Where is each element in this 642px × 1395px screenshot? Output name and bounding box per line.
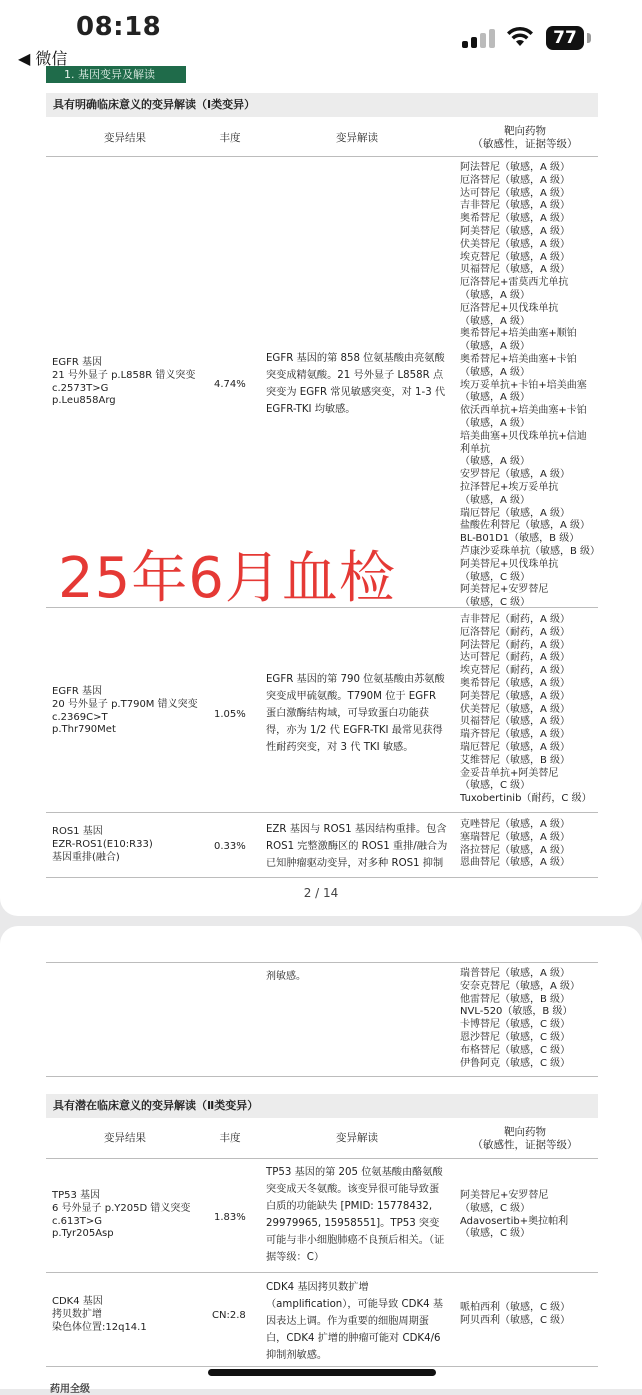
gene-name: EGFR 基因 xyxy=(52,357,102,368)
gene-name: TP53 基因 xyxy=(52,1190,101,1201)
variant-protein: p.Tyr205Asp xyxy=(52,1228,114,1240)
drug-item: 芦康沙妥珠单抗（敏感，B 级） xyxy=(460,545,601,557)
status-time: 08:18 xyxy=(76,12,162,42)
drug-item: 洛拉替尼（敏感，A 级） xyxy=(460,844,571,856)
drug-item: 他雷替尼（敏感，B 级） xyxy=(460,993,571,1005)
battery-icon: 77 xyxy=(546,26,584,50)
document-page-1 xyxy=(0,44,642,916)
drug-item: 瑞厄替尼（敏感，A 级） xyxy=(460,507,571,519)
gene-name: CDK4 基因 xyxy=(52,1296,103,1307)
drug-item: （敏感，C 级） xyxy=(460,1228,531,1240)
drug-item: 卡博替尼（敏感，C 级） xyxy=(460,1019,571,1031)
variant-cell xyxy=(52,826,153,864)
variant-location: 染色体位置:12q14.1 xyxy=(52,1321,147,1333)
variant-protein: p.Leu858Arg xyxy=(52,395,116,407)
drug-item: 阿美替尼+安罗替尼 xyxy=(460,1190,549,1201)
drug-item: 吉非替尼（敏感，A 级） xyxy=(460,200,571,212)
variant-desc: 6 号外显子 p.Y205D 错义突变 xyxy=(52,1202,191,1214)
drug-item: Adavosertib+奥拉帕利 xyxy=(460,1215,569,1227)
gene-name: EGFR 基因 xyxy=(52,686,102,697)
abundance-cell: 1.83% xyxy=(214,1212,246,1223)
drug-item: 阿美替尼+贝伐珠单抗 xyxy=(460,558,559,570)
variant-desc: 21 号外显子 p.L858R 错义突变 xyxy=(52,369,196,381)
drug-item: 达可替尼（敏感，A 级） xyxy=(460,187,571,199)
drug-item: 达可替尼（耐药，A 级） xyxy=(460,652,571,664)
variant-protein: p.Thr790Met xyxy=(52,724,116,736)
drug-item: BL-B01D1（敏感，B 级） xyxy=(460,533,580,545)
divider xyxy=(46,1272,598,1273)
status-bar xyxy=(0,0,642,48)
drug-item: 培美曲塞+贝伐珠单抗+信迪 xyxy=(460,430,587,442)
header-drug: 靶向药物 xyxy=(504,125,546,137)
back-to-wechat-button[interactable]: ◀ 微信 xyxy=(18,49,68,68)
drug-list xyxy=(460,819,570,870)
drug-list xyxy=(460,1190,568,1241)
wifi-icon xyxy=(505,26,535,48)
drug-item: 阿美替尼（敏感，A 级） xyxy=(460,690,571,702)
drug-item: 伏美替尼（敏感，A 级） xyxy=(460,238,571,250)
drug-item: 恩曲替尼（敏感，A 级） xyxy=(460,857,571,869)
header-interpretation: 变异解读 xyxy=(336,132,378,144)
drug-item: 利单抗 xyxy=(460,443,490,455)
drug-list xyxy=(460,162,600,610)
divider xyxy=(46,1158,598,1159)
divider xyxy=(46,812,598,813)
drug-item: （敏感，A 级） xyxy=(460,289,531,301)
handwritten-annotation: 25年6月血检 xyxy=(58,546,396,611)
drug-item: 奥希替尼（敏感，A 级） xyxy=(460,213,571,225)
drug-item: （敏感，C 级） xyxy=(460,597,531,609)
drug-item: 奥希替尼+培美曲塞+卡铂 xyxy=(460,353,577,365)
drug-item: （敏感，A 级） xyxy=(460,341,531,353)
header-drug-sub: （敏感性，证据等级） xyxy=(472,1139,578,1151)
cellular-signal-icon xyxy=(462,28,496,48)
page-indicator: 2 / 14 xyxy=(303,886,339,900)
divider xyxy=(46,1366,598,1367)
variant-cell xyxy=(52,686,198,737)
drug-item: （敏感，C 级） xyxy=(460,571,531,583)
interpretation-cell: EGFR 基因的第 790 位氨基酸由苏氨酸突变成甲硫氨酸。T790M 位于 EGFR 蛋白激酶结构域，可导致蛋白功能获得，亦为 1/2 代 EGFR-TKI 最常见获得性耐药突变，对 3 代 TKI 敏感。 xyxy=(266,674,445,753)
drug-item: 埃万妥单抗+卡铂+培美曲塞 xyxy=(460,379,587,391)
drug-item: 厄洛替尼（耐药，A 级） xyxy=(460,626,571,638)
class1-caption: 具有明确临床意义的变异解读（Ⅰ类变异） xyxy=(46,93,598,117)
variant-type: 基因重排(融合) xyxy=(52,851,120,863)
interpretation-cell: TP53 基因的第 205 位氨基酸由酪氨酸突变成天冬氨酸。该变异很可能导致蛋白质的功能缺失 [PMID: 15778432, 29979965, 15958551]。TP53 突变可能与非小细胞肺癌不良预后相关。（证据等级：C） xyxy=(266,1167,445,1263)
variant-cell xyxy=(52,1190,190,1241)
battery-cap xyxy=(587,33,591,43)
drug-item: 贝福替尼（敏感，A 级） xyxy=(460,716,571,728)
drug-item: 厄洛替尼（敏感，A 级） xyxy=(460,174,571,186)
interpretation-cell: CDK4 基因拷贝数扩增（amplification），可能导致 CDK4 基因表达上调。作为重要的细胞周期蛋白，CDK4 扩增的肿瘤可能对 CDK4/6 抑制剂敏感。 xyxy=(266,1282,444,1361)
drug-item: 厄洛替尼+雷莫西尤单抗 xyxy=(460,277,569,289)
drug-list xyxy=(460,968,580,1070)
drug-item: 阿美替尼+安罗替尼 xyxy=(460,584,549,596)
drug-item: 贝福替尼（敏感，A 级） xyxy=(460,264,571,276)
drug-item: 依沃西单抗+培美曲塞+卡铂 xyxy=(460,405,587,417)
interpretation-cell: 剂敏感。 xyxy=(266,971,306,982)
abundance-cell: 4.74% xyxy=(214,379,246,390)
drug-list xyxy=(460,614,592,806)
drug-item: 阿法替尼（耐药，A 级） xyxy=(460,639,571,651)
next-section-partial: 药用全级 xyxy=(50,1384,90,1395)
variant-desc: 20 号外显子 p.T790M 错义突变 xyxy=(52,698,198,710)
drug-item: 阿美替尼（敏感，A 级） xyxy=(460,225,571,237)
drug-item: 伏美替尼（敏感，A 级） xyxy=(460,703,571,715)
drug-item: （敏感，C 级） xyxy=(460,780,531,792)
header-variant: 变异结果 xyxy=(104,132,146,144)
drug-item: （敏感，A 级） xyxy=(460,392,531,404)
drug-item: 阿法替尼（敏感，A 级） xyxy=(460,162,571,173)
variant-desc: 拷贝数扩增 xyxy=(52,1308,102,1320)
home-indicator[interactable] xyxy=(208,1369,436,1376)
drug-item: 艾维替尼（敏感，B 级） xyxy=(460,754,571,766)
variant-cell xyxy=(52,357,195,408)
drug-item: 恩沙替尼（敏感，C 级） xyxy=(460,1031,571,1043)
drug-item: 埃克替尼（敏感，A 级） xyxy=(460,251,571,263)
drug-item: 塞瑞替尼（敏感，A 级） xyxy=(460,831,571,843)
divider xyxy=(46,877,598,878)
drug-item: 伊鲁阿克（敏感，C 级） xyxy=(460,1057,571,1069)
interpretation-cell: EZR 基因与 ROS1 基因结构重排。包含 ROS1 完整激酶区的 ROS1 重排/融合为已知肿瘤驱动变异，对多种 ROS1 抑制 xyxy=(266,824,448,869)
variant-cdna: c.2573T>G xyxy=(52,382,109,394)
class2-caption: 具有潜在临床意义的变异解读（Ⅱ类变异） xyxy=(46,1094,598,1118)
abundance-cell: 1.05% xyxy=(214,709,246,720)
abundance-cell: CN:2.8 xyxy=(212,1310,246,1321)
variant-cell xyxy=(52,1296,147,1334)
drug-item: NVL-520（敏感，B 级） xyxy=(460,1006,573,1018)
drug-item: Tuxobertinib（耐药，C 级） xyxy=(460,793,592,805)
drug-item: 厄洛替尼+贝伐珠单抗 xyxy=(460,302,559,314)
interpretation-cell: EGFR 基因的第 858 位氨基酸由亮氨酸突变成精氨酸。21 号外显子 L858R 点突变为 EGFR 常见敏感突变，对 1-3 代 EGFR-TKI 均敏感。 xyxy=(266,353,446,415)
drug-item: （敏感，A 级） xyxy=(460,366,531,378)
drug-item: 奥希替尼+培美曲塞+顺铂 xyxy=(460,328,577,340)
drug-item: （敏感，C 级） xyxy=(460,1202,531,1214)
drug-item: 盐酸佐利替尼（敏感，A 级） xyxy=(460,520,591,532)
header-drug-sub: （敏感性，证据等级） xyxy=(472,138,578,150)
drug-item: 哌柏西利（敏感，C 级） xyxy=(460,1302,571,1313)
drug-item: 金妥昔单抗+阿美替尼 xyxy=(460,767,559,779)
drug-item: 瑞齐替尼（敏感，A 级） xyxy=(460,729,571,741)
gene-name: ROS1 基因 xyxy=(52,826,103,837)
drug-item: 瑞普替尼（敏感，A 级） xyxy=(460,968,571,979)
divider xyxy=(46,1076,598,1077)
drug-item: （敏感，A 级） xyxy=(460,315,531,327)
drug-item: 阿贝西利（敏感，C 级） xyxy=(460,1314,571,1326)
drug-item: 瑞厄替尼（敏感，A 级） xyxy=(460,741,571,753)
drug-item: （敏感，A 级） xyxy=(460,417,531,429)
variant-cdna: c.613T>G xyxy=(52,1215,102,1227)
header-abundance: 丰度 xyxy=(219,1132,241,1144)
drug-item: 克唑替尼（敏感，A 级） xyxy=(460,819,571,830)
document-page-2 xyxy=(0,926,642,1395)
drug-item: 吉非替尼（耐药，A 级） xyxy=(460,614,571,625)
drug-item: 布格替尼（敏感，C 级） xyxy=(460,1044,571,1056)
drug-item: 奥希替尼（敏感，A 级） xyxy=(460,677,571,689)
header-interpretation: 变异解读 xyxy=(336,1132,378,1144)
drug-item: （敏感，A 级） xyxy=(460,494,531,506)
variant-desc: EZR-ROS1(E10:R33) xyxy=(52,838,153,850)
drug-item: （敏感，A 级） xyxy=(460,456,531,468)
header-abundance: 丰度 xyxy=(219,132,241,144)
variant-cdna: c.2369C>T xyxy=(52,711,108,723)
header-variant: 变异结果 xyxy=(104,1132,146,1144)
divider xyxy=(46,962,598,963)
header-drug: 靶向药物 xyxy=(504,1126,546,1138)
divider xyxy=(46,156,598,157)
drug-item: 安奈克替尼（敏感，A 级） xyxy=(460,980,581,992)
drug-list xyxy=(460,1302,570,1328)
abundance-cell: 0.33% xyxy=(214,841,246,852)
drug-item: 埃克替尼（耐药，A 级） xyxy=(460,665,571,677)
drug-item: 拉泽替尼+埃万妥单抗 xyxy=(460,481,559,493)
section-title: 1. 基因变异及解读 xyxy=(46,66,186,83)
drug-item: 安罗替尼（敏感，A 级） xyxy=(460,469,571,481)
